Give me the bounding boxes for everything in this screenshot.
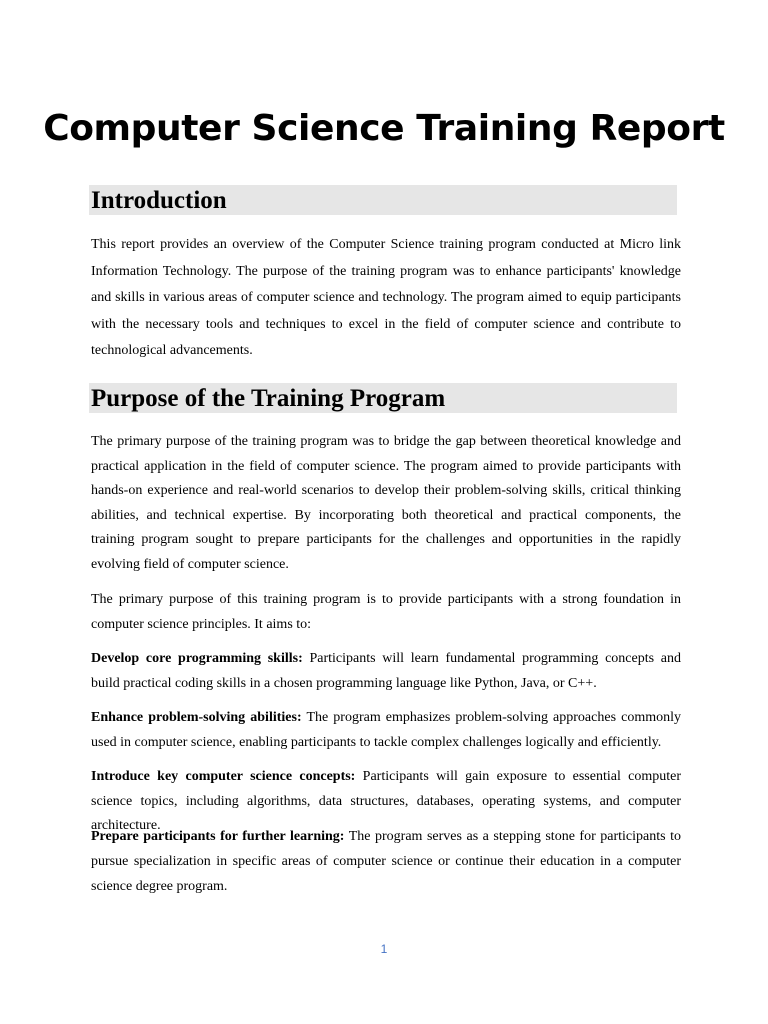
purpose-paragraph-1: The primary purpose of the training program was to bridge the gap between theoretical knowledge and practical application in the field of computer science. The program aimed to provide participants with hands-on experience and real-world scenarios to develop their problem-solving skills, critical thinking abilities, and technical expertise. By incorporating both theoretical and practical components, the training program sought to prepare participants for the challenges and opportunities in the rapidly evolving field of computer science. [91,434,681,572]
aim-item-label: Prepare participants for further learning: [91,829,345,844]
document-title: Computer Science Training Report [43,108,725,149]
introduction-paragraph: This report provides an overview of the Computer Science training program conducted at Micro link Information Technology. The purpose of the training program was to enhance participants' knowledge and skills in various areas of computer science and technology. The program aimed to equip participants with the necessary tools and techniques to excel in the field of computer science and contribute to technological advancements. [91,237,681,359]
aim-item [91,824,681,899]
aim-item-text: The program serves as a stepping stone for participants to pursue specialization in specific areas of computer science or continue their education in a computer science degree program. [91,829,682,894]
aim-item-label: Develop core programming skills: [91,651,303,666]
aim-item [91,706,681,755]
section-heading-purpose: Purpose of the Training Program [89,383,677,413]
aim-item-text: The program emphasizes problem-solving approaches commonly used in computer science, enabling participants to tackle complex challenges logically and efficiently. [91,710,681,750]
aim-item-label: Enhance problem-solving abilities: [91,710,302,725]
aim-item-text: Participants will gain exposure to essential computer science topics, including algorithms, data structures, databases, operating systems, and computer architecture. [91,769,682,833]
aim-item-text: Participants will learn fundamental programming concepts and build practical coding skills in a chosen programming language like Python, Java, or C++. [91,651,681,691]
aim-item-label: Introduce key computer science concepts: [91,769,356,784]
section-heading-introduction: Introduction [89,185,677,215]
purpose-paragraph-2: The primary purpose of this training program is to provide participants with a strong foundation in computer science principles. It aims to: [91,592,681,632]
page-number: 1 [380,942,388,956]
aim-item [91,647,681,696]
